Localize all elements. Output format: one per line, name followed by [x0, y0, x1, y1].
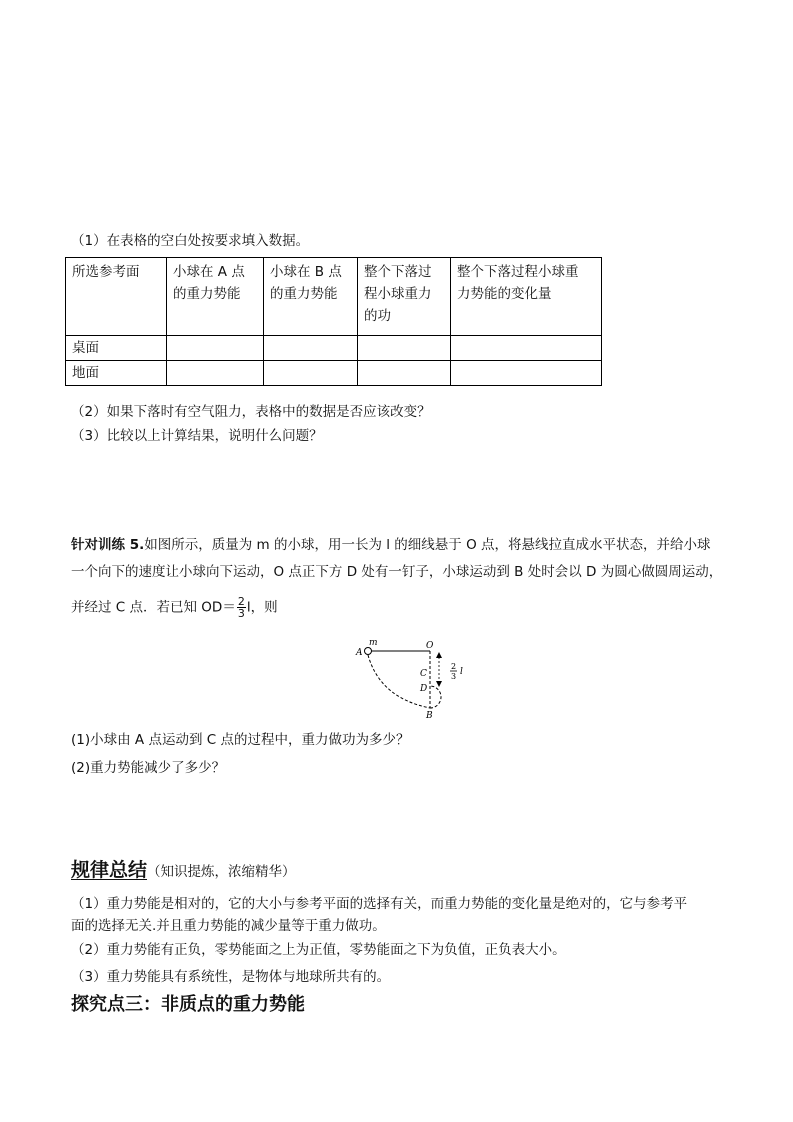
table-cell — [167, 361, 264, 386]
summary-p1-line2: 面的选择无关.并且重力势能的减少量等于重力做功。 — [71, 918, 386, 934]
sub-question-1: (1)小球由 A 点运动到 C 点的过程中，重力做功为多少？ — [71, 732, 410, 748]
table-cell — [451, 336, 602, 361]
q1-text: （1）在表格的空白处按要求填入数据。 — [71, 233, 310, 249]
training-text: l，则 — [246, 599, 278, 616]
header-line: 的功 — [364, 308, 391, 324]
fraction-numerator: 2 — [237, 595, 245, 608]
q2-text: （2）如果下落时有空气阻力，表格中的数据是否应该改变？ — [71, 404, 431, 420]
table-cell — [358, 336, 451, 361]
header-line: 的重力势能 — [173, 286, 241, 302]
small-circle-path — [430, 686, 441, 708]
table-cell — [358, 361, 451, 386]
arrow-up — [436, 652, 442, 658]
training-text: 如图所示，质量为 m 的小球，用一长为 l 的细线悬于 O 点，将悬线拉直成水平状态，并给小球 — [144, 537, 711, 553]
header-line: 所选参考面 — [72, 264, 140, 280]
data-table — [65, 257, 602, 386]
arc-path — [368, 655, 430, 708]
label-d: D — [420, 684, 428, 694]
summary-p1-line1: （1）重力势能是相对的，它的大小与参考平面的选择有关，而重力势能的变化量是绝对的，它与参考平 — [71, 896, 688, 912]
header-cell — [264, 258, 358, 336]
label-m: m — [369, 638, 378, 648]
table-header-row — [66, 258, 602, 336]
summary-p2: （2）重力势能有正负，零势能面之上为正值，零势能面之下为负值，正负表大小。 — [71, 942, 566, 958]
table-cell — [167, 336, 264, 361]
sub-question-2: (2)重力势能减少了多少？ — [71, 760, 226, 776]
table-cell — [264, 336, 358, 361]
summary-title: 规律总结 — [71, 859, 148, 881]
label-b: B — [426, 711, 433, 721]
header-cell — [358, 258, 451, 336]
training-line-1 — [71, 535, 711, 555]
training-line-2: 一个向下的速度让小球向下运动，O 点正下方 D 处有一钉子，小球运动到 B 处时会以 D 为圆心做圆周运动， — [71, 564, 723, 580]
header-line: 整个下落过程小球重 — [457, 264, 579, 280]
figure-frac-num: 2 — [451, 662, 457, 671]
header-line: 力势能的变化量 — [457, 286, 552, 302]
q3-text: （3）比较以上计算结果，说明什么问题？ — [71, 428, 323, 444]
table-cell: 地面 — [66, 361, 167, 386]
training-label: 针对训练 5. — [71, 537, 145, 553]
header-cell — [451, 258, 602, 336]
ball — [365, 648, 372, 655]
table-row — [66, 336, 602, 361]
table-cell: 桌面 — [66, 336, 167, 361]
header-cell — [66, 258, 167, 336]
summary-heading — [71, 857, 296, 885]
section-heading: 探究点三：非质点的重力势能 — [71, 994, 305, 1015]
header-cell — [167, 258, 264, 336]
table-cell — [264, 361, 358, 386]
fraction — [237, 596, 246, 619]
label-l: l — [460, 667, 463, 677]
summary-p3: （3）重力势能具有系统性，是物体与地球所共有的。 — [71, 969, 391, 985]
label-a: A — [356, 648, 363, 658]
fraction-denominator: 3 — [237, 607, 245, 620]
figure-frac-den: 3 — [451, 672, 457, 681]
header-line: 整个下落过 — [364, 264, 432, 280]
table-cell — [451, 361, 602, 386]
header-line: 小球在 B 点 — [270, 264, 342, 280]
pendulum-figure — [340, 636, 470, 726]
arrow-down — [436, 681, 442, 687]
label-o: O — [426, 641, 434, 651]
header-line: 的重力势能 — [270, 286, 338, 302]
training-line-3 — [71, 596, 278, 619]
label-c: C — [420, 669, 427, 679]
header-line: 小球在 A 点 — [173, 264, 245, 280]
header-line: 程小球重力 — [364, 286, 432, 302]
training-text: 并经过 C 点．若已知 OD＝ — [71, 599, 236, 616]
summary-subtitle: （知识提炼，浓缩精华） — [147, 864, 296, 880]
table-row — [66, 361, 602, 386]
